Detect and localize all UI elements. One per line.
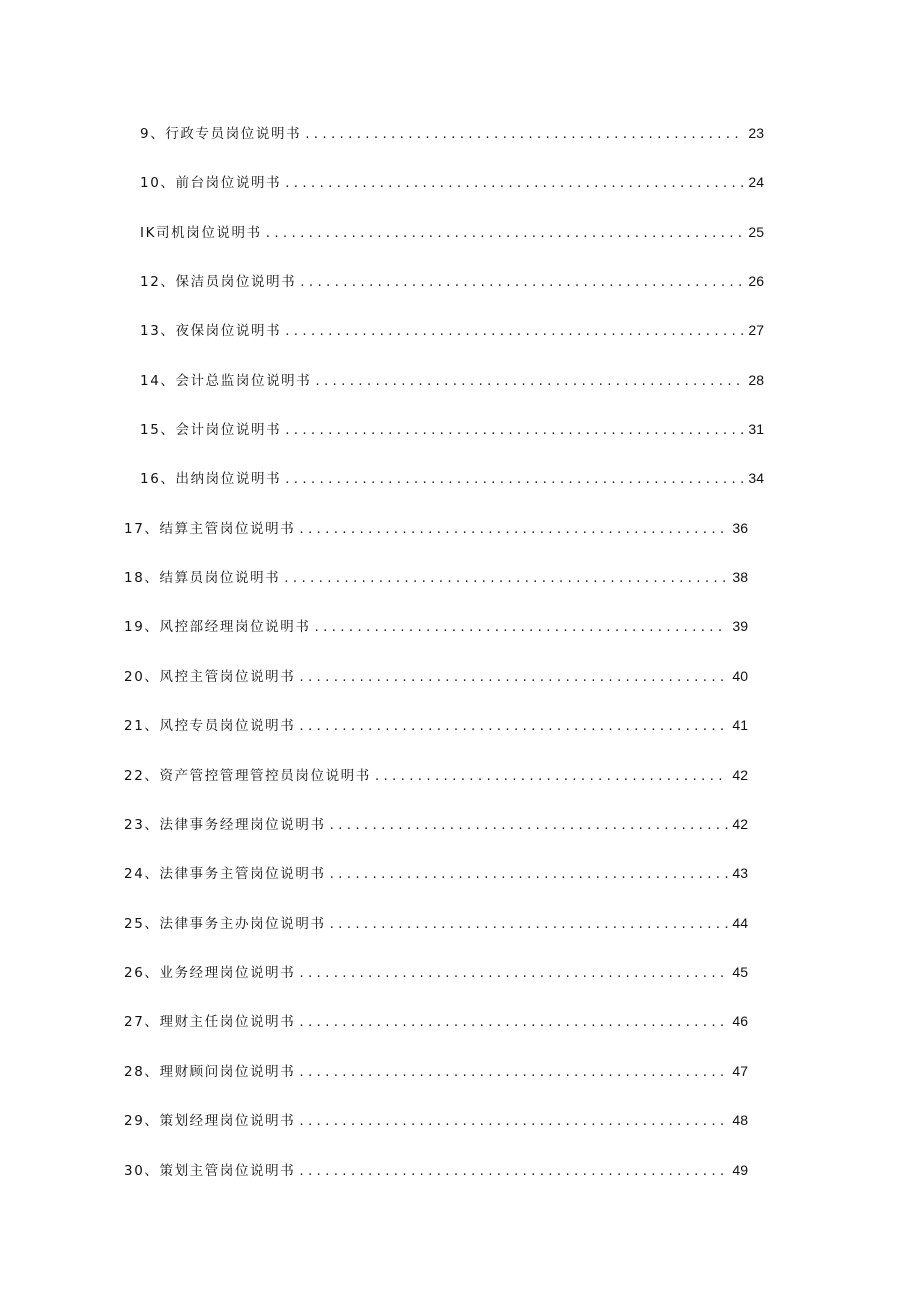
toc-entry-title: 26、业务经理岗位说明书 bbox=[124, 965, 296, 981]
toc-leader-dots bbox=[285, 172, 744, 194]
toc-entry[interactable] bbox=[140, 369, 764, 391]
toc-entry-title: 12、保洁员岗位说明书 bbox=[140, 274, 297, 290]
toc-entry-title: 19、风控部经理岗位说明书 bbox=[124, 619, 311, 635]
toc-entry-title: 25、法律事务主办岗位说明书 bbox=[124, 916, 326, 932]
toc-entry-page: 45 bbox=[732, 964, 748, 980]
toc-entry-title: IK司机岗位说明书 bbox=[140, 225, 262, 241]
toc-entry-title: 22、资产管控管理管控员岗位说明书 bbox=[124, 768, 371, 784]
toc-entry-page: 39 bbox=[732, 618, 748, 634]
toc-entry-page: 43 bbox=[732, 865, 748, 881]
toc-entry-title: 15、会计岗位说明书 bbox=[140, 422, 282, 438]
toc-entry[interactable] bbox=[124, 1010, 748, 1032]
toc-entry-page: 44 bbox=[732, 915, 748, 931]
toc-entry-title: 27、理财主任岗位说明书 bbox=[124, 1014, 296, 1030]
toc-entry-title: 20、风控主管岗位说明书 bbox=[124, 669, 296, 685]
toc-leader-dots bbox=[299, 962, 728, 984]
toc-entry[interactable] bbox=[140, 171, 764, 193]
toc-entry-page: 25 bbox=[748, 224, 764, 240]
toc-leader-dots bbox=[299, 1110, 728, 1132]
toc-entry-page: 47 bbox=[732, 1063, 748, 1079]
toc-entry-page: 24 bbox=[748, 174, 764, 190]
toc-entry[interactable] bbox=[140, 270, 764, 292]
toc-entry-page: 26 bbox=[748, 273, 764, 289]
toc-entry-page: 42 bbox=[732, 816, 748, 832]
toc-entry-title: 30、策划主管岗位说明书 bbox=[124, 1163, 296, 1179]
toc-entry[interactable] bbox=[124, 615, 748, 637]
toc-entry[interactable] bbox=[140, 122, 764, 144]
toc-leader-dots bbox=[314, 616, 728, 638]
toc-entry-title: 9、行政专员岗位说明书 bbox=[140, 126, 302, 142]
toc-leader-dots bbox=[300, 271, 744, 293]
toc-entry[interactable] bbox=[140, 221, 764, 243]
toc-entry-title: 23、法律事务经理岗位说明书 bbox=[124, 817, 326, 833]
toc-entry-title: 13、夜保岗位说明书 bbox=[140, 323, 282, 339]
toc-entry-title: 10、前台岗位说明书 bbox=[140, 175, 282, 191]
toc-entry[interactable] bbox=[140, 467, 764, 489]
toc-entry-page: 27 bbox=[748, 322, 764, 338]
toc-leader-dots bbox=[375, 765, 728, 787]
toc-leader-dots bbox=[299, 1061, 728, 1083]
toc-entry[interactable] bbox=[124, 566, 748, 588]
toc-leader-dots bbox=[266, 222, 744, 244]
toc-leader-dots bbox=[285, 468, 744, 490]
toc-leader-dots bbox=[299, 518, 728, 540]
toc-entry[interactable] bbox=[124, 764, 748, 786]
toc-leader-dots bbox=[305, 123, 744, 145]
toc-entry-page: 40 bbox=[732, 668, 748, 684]
toc-entry-title: 16、出纳岗位说明书 bbox=[140, 471, 282, 487]
toc-entry[interactable] bbox=[124, 517, 748, 539]
toc-entry-page: 42 bbox=[732, 767, 748, 783]
toc-entry[interactable] bbox=[140, 418, 764, 440]
toc-entry-page: 36 bbox=[732, 520, 748, 536]
toc-entry[interactable] bbox=[124, 1109, 748, 1131]
toc-leader-dots bbox=[330, 814, 728, 836]
toc-entry-page: 28 bbox=[748, 372, 764, 388]
toc-entry[interactable] bbox=[124, 813, 748, 835]
toc-entry[interactable] bbox=[124, 714, 748, 736]
toc-entry-page: 34 bbox=[748, 470, 764, 486]
toc-entry-page: 31 bbox=[748, 421, 764, 437]
toc-leader-dots bbox=[285, 419, 744, 441]
toc-entry-page: 49 bbox=[732, 1162, 748, 1178]
toc-entry[interactable] bbox=[124, 912, 748, 934]
toc-leader-dots bbox=[299, 1160, 728, 1182]
toc-entry[interactable] bbox=[124, 1159, 748, 1181]
toc-entry-page: 41 bbox=[732, 717, 748, 733]
toc-entry-title: 21、风控专员岗位说明书 bbox=[124, 718, 296, 734]
toc-entry[interactable] bbox=[124, 961, 748, 983]
toc-leader-dots bbox=[285, 320, 744, 342]
toc-leader-dots bbox=[330, 913, 728, 935]
toc-entry-title: 17、结算主管岗位说明书 bbox=[124, 521, 296, 537]
toc-entry[interactable] bbox=[124, 862, 748, 884]
toc-leader-dots bbox=[299, 1011, 728, 1033]
toc-entry-title: 24、法律事务主管岗位说明书 bbox=[124, 866, 326, 882]
toc-entry-title: 29、策划经理岗位说明书 bbox=[124, 1113, 296, 1129]
toc-leader-dots bbox=[299, 715, 728, 737]
toc-entry-title: 14、会计总监岗位说明书 bbox=[140, 373, 312, 389]
toc-leader-dots bbox=[330, 863, 728, 885]
toc-entry-title: 18、结算员岗位说明书 bbox=[124, 570, 281, 586]
toc-entry[interactable] bbox=[124, 665, 748, 687]
toc-leader-dots bbox=[299, 666, 728, 688]
toc-entry-page: 38 bbox=[732, 569, 748, 585]
toc-leader-dots bbox=[315, 370, 744, 392]
toc-entry-title: 28、理财顾问岗位说明书 bbox=[124, 1064, 296, 1080]
toc-entry-page: 46 bbox=[732, 1013, 748, 1029]
toc-entry[interactable] bbox=[124, 1060, 748, 1082]
toc-entry-page: 48 bbox=[732, 1112, 748, 1128]
toc-leader-dots bbox=[284, 567, 728, 589]
toc-entry[interactable] bbox=[140, 319, 764, 341]
toc-entry-page: 23 bbox=[748, 125, 764, 141]
